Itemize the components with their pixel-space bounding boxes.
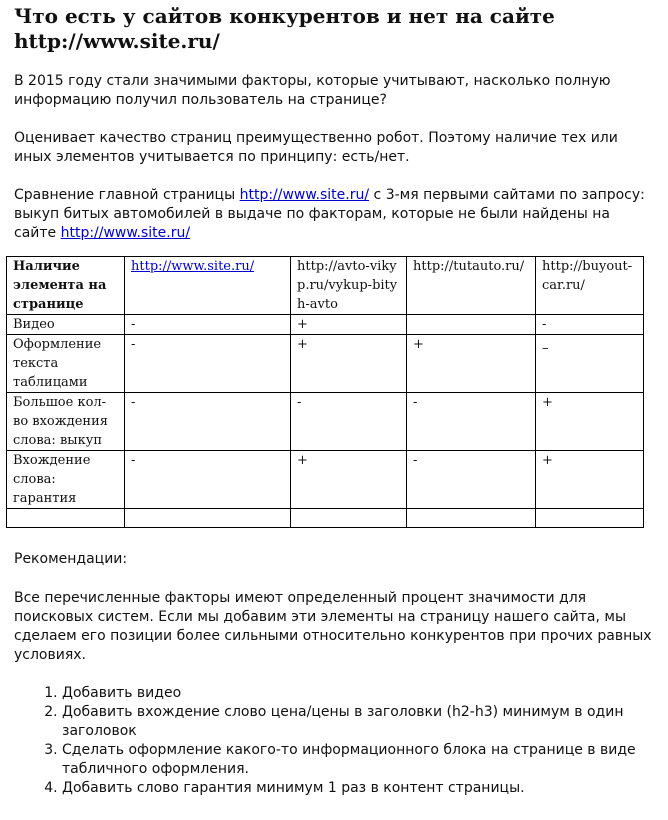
table-cell xyxy=(407,509,536,528)
header-cell-competitor-3: http://buyout-car.ru/ xyxy=(536,257,644,315)
table-cell: + xyxy=(407,335,536,393)
table-row xyxy=(7,335,644,393)
table-row xyxy=(7,393,644,451)
table-cell: - xyxy=(291,393,407,451)
list-item: 3. Сделать оформление какого-то информационного блока на странице в виде табличного оформления. xyxy=(62,741,654,779)
table-cell xyxy=(291,509,407,528)
table-cell xyxy=(7,509,125,528)
table-cell: + xyxy=(536,393,644,451)
header-cell-site xyxy=(125,257,291,315)
table-cell xyxy=(125,509,291,528)
table-cell: - xyxy=(536,315,644,335)
table-cell: Видео xyxy=(7,315,125,335)
table-cell: - xyxy=(407,451,536,509)
table-cell: + xyxy=(291,335,407,393)
list-item: 2. Добавить вхождение слово цена/цены в заголовки (h2-h3) минимум в один заголовок xyxy=(62,703,654,741)
comparison-paragraph xyxy=(14,186,654,243)
table-row xyxy=(7,451,644,509)
header-site-link[interactable]: http://www.site.ru/ xyxy=(131,259,255,274)
site-link[interactable]: http://www.site.ru/ xyxy=(239,187,370,203)
comparison-table xyxy=(6,256,644,528)
header-cell-competitor-1: http://avto-vikyp.ru/vykup-bityh-avto xyxy=(291,257,407,315)
table-row-empty xyxy=(7,509,644,528)
recommendations-heading: Рекомендации: xyxy=(14,551,128,567)
table-cell: - xyxy=(125,315,291,335)
table-header-row xyxy=(7,257,644,315)
table-cell: - xyxy=(125,335,291,393)
header-cell-competitor-2: http://tutauto.ru/ xyxy=(407,257,536,315)
comparison-text-middle: с 3-мя первыми сайтами по запросу: выкуп битых автомобилей в выдаче по факторам, которые не были найдены на сайте xyxy=(14,187,645,241)
comparison-text-start: Сравнение главной страницы xyxy=(14,187,240,203)
table-cell: + xyxy=(291,315,407,335)
list-item: 1. Добавить видео xyxy=(62,684,654,703)
table-cell: Вхождение слова: гарантия xyxy=(7,451,125,509)
intro-paragraph: В 2015 году стали значимыми факторы, которые учитывают, насколько полную информацию получил пользователь на странице? xyxy=(14,73,611,108)
table-cell: - xyxy=(407,393,536,451)
table-row xyxy=(7,315,644,335)
table-cell: + xyxy=(291,451,407,509)
recommendations-list xyxy=(14,684,654,798)
recommendations-paragraph: Все перечисленные факторы имеют определенный процент значимости для поисковых систем. Если мы добавим эти элементы на страницу нашего сайта, мы сделаем его позиции более сильными относительно конкурентов при прочих равных условиях. xyxy=(14,590,652,663)
table-cell xyxy=(536,509,644,528)
table-cell xyxy=(407,315,536,335)
site-link-2[interactable]: http://www.site.ru/ xyxy=(60,225,191,241)
table-cell: - xyxy=(125,393,291,451)
header-cell-element: Наличие элемента на странице xyxy=(7,257,125,315)
table-cell: – xyxy=(536,335,644,393)
table-cell: Большое кол-во вхождения слова: выкуп xyxy=(7,393,125,451)
table-cell: Оформление текста таблицами xyxy=(7,335,125,393)
table-cell: - xyxy=(125,451,291,509)
document xyxy=(14,0,654,798)
list-item: 4. Добавить слово гарантия минимум 1 раз в контент страницы. xyxy=(62,779,654,798)
table-cell: + xyxy=(536,451,644,509)
robot-paragraph: Оценивает качество страниц преимущественно робот. Поэтому наличие тех или иных элементов учитывается по принципу: есть/нет. xyxy=(14,130,618,165)
page-title: Что есть у сайтов конкурентов и нет на сайте http://www.site.ru/ xyxy=(14,4,555,53)
